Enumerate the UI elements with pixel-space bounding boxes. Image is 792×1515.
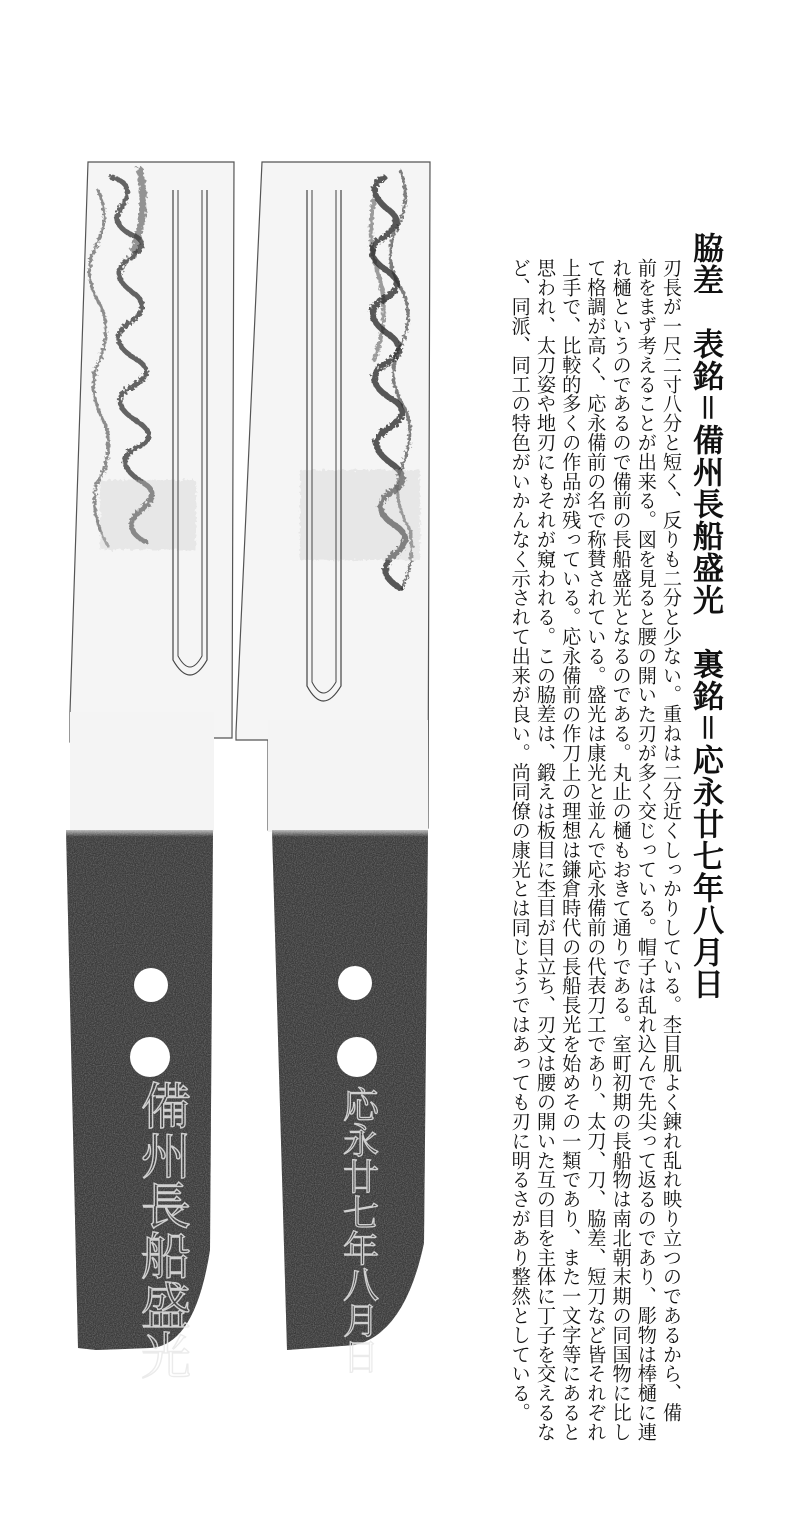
body-column: 思われ、太刀姿や地刃にもそれが窺われる。この脇差は、鍛えは板目に杢目が目立ち、刃文は腰の開いた互の目を主体に丁子を交えるな <box>533 258 557 1442</box>
body-column: ど、同派、同工の特色がいかんなく示されて出来が良い。尚同僚の康光とは同じようではあっても刃に明るさがあり整然としている。 <box>508 258 532 1422</box>
body-column: て格調が高く、応永備前の名で称賛されている。盛光は康光と並んで応永備前の代表刀工であり、太刀、刀、脇差、短刀など皆それぞれ <box>584 258 608 1442</box>
ura-blade <box>236 162 434 1374</box>
ura-signature: 応永廿七年八月日 <box>337 1086 379 1374</box>
article-heading: 脇差 表銘＝備州長船盛光 裏銘＝応永廿七年八月日 <box>687 232 723 1000</box>
body-column: れ樋というのであるので備前の長船盛光となるのである。丸止の樋もおきて通りである。室町初期の長船物は南北朝末期の同国物に比し <box>609 258 633 1442</box>
article-body <box>458 258 684 1498</box>
body-column: 刃長が一尺二寸八分と短く、反りも二分と少ない。重ねは二分近くしっかりしている。杢目肌よく錬れ乱れ映り立つのであるから、備 <box>660 258 683 1422</box>
omote-blade <box>60 162 234 1380</box>
omote-signature: 備州長船盛光 <box>133 1080 191 1380</box>
body-column: 上手で、比較的多くの作品が残っている。応永備前の作刀上の理想は鎌倉時代の長船長光を始めその一類であり、また一文字等にあると <box>559 258 583 1442</box>
body-column: 前をまず考えることが出来る。図を見ると腰の開いた刃が多く交じっている。帽子は乱れ込んで先尖って返るのであり、彫物は棒樋に連 <box>634 258 658 1442</box>
